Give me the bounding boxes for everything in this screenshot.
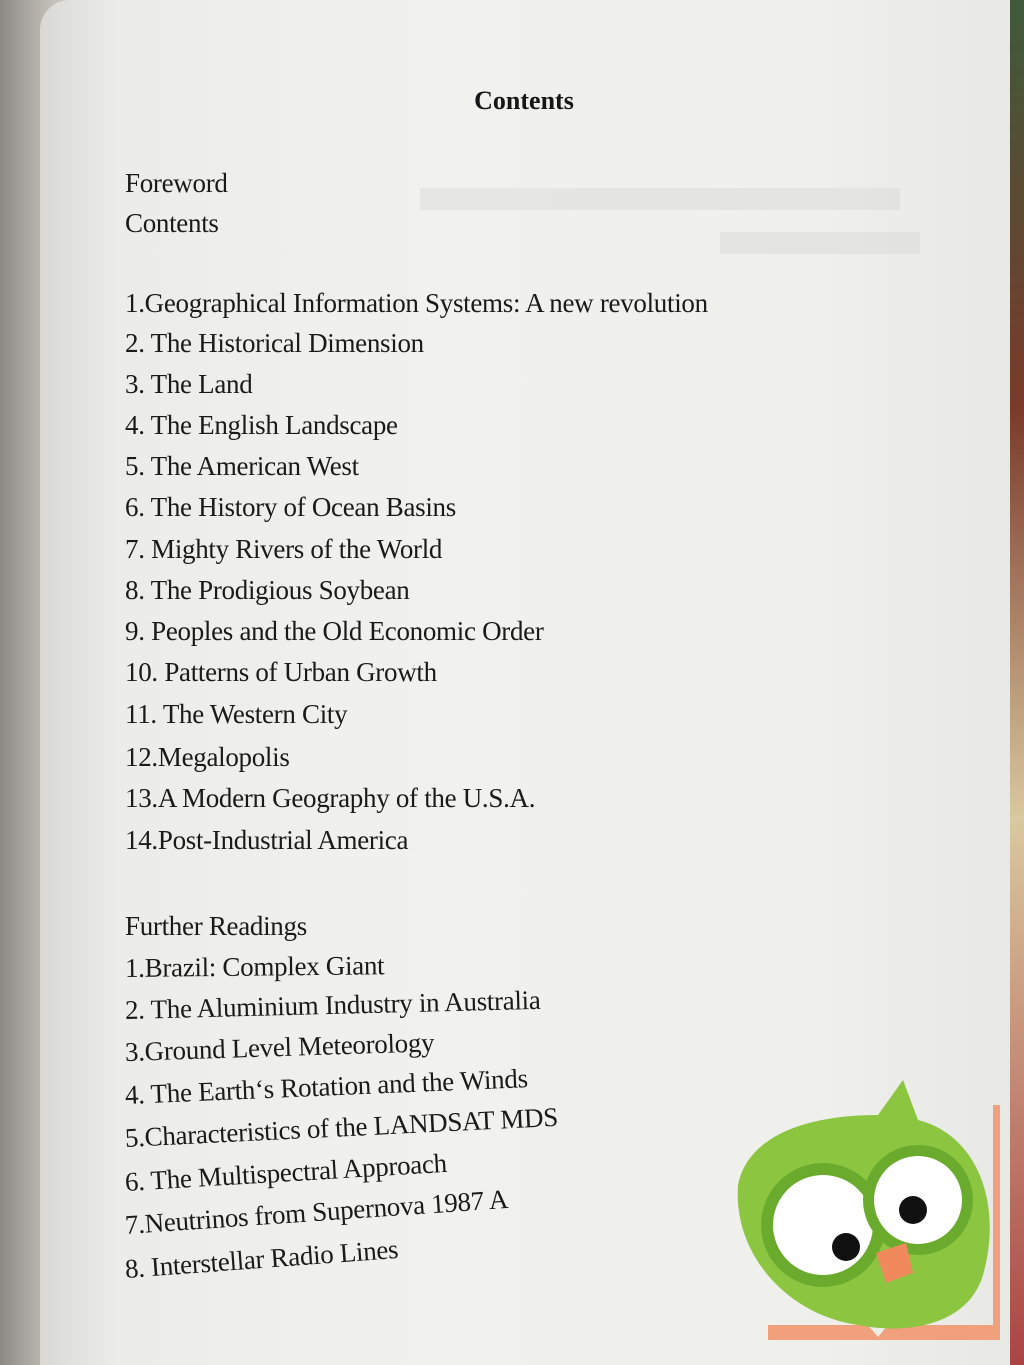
left-eye: [773, 1175, 873, 1275]
reading-item: 8. Interstellar Radio Lines: [123, 1233, 400, 1284]
front-matter-foreword: Foreword: [125, 168, 228, 198]
reading-item: 3.Ground Level Meteorology: [124, 1027, 435, 1067]
page-title: Contents: [474, 86, 574, 115]
left-pupil: [832, 1233, 860, 1261]
chapter-item: 14.Post-Industrial America: [125, 825, 409, 855]
reading-item: 6. The Multispectral Approach: [124, 1147, 448, 1197]
show-through: [720, 232, 920, 254]
chapter-item: 8. The Prodigious Soybean: [125, 575, 410, 605]
chapter-item: 1.Geographical Information Systems: A new revolution: [125, 288, 708, 318]
chapter-item: 10. Patterns of Urban Growth: [125, 657, 437, 687]
chapter-item: 4. The English Landscape: [125, 410, 398, 440]
reading-item: 1.Brazil: Complex Giant: [124, 950, 385, 983]
reading-item: 7.Neutrinos from Supernova 1987 A: [123, 1183, 509, 1240]
chapter-item: 13.A Modern Geography of the U.S.A.: [125, 783, 536, 813]
chapter-item: 7. Mighty Rivers of the World: [125, 534, 443, 564]
chapter-item: 11. The Western City: [125, 699, 348, 729]
further-readings-heading: Further Readings: [125, 911, 307, 941]
right-pupil: [899, 1196, 927, 1224]
chapter-item: 12.Megalopolis: [125, 742, 290, 772]
reading-item: 2. The Aluminium Industry in Australia: [124, 984, 541, 1025]
chapter-item: 2. The Historical Dimension: [125, 328, 424, 358]
chapter-item: 5. The American West: [125, 451, 359, 481]
reading-item: 5.Characteristics of the LANDSAT MDS: [124, 1101, 559, 1153]
owl-icon: [728, 1075, 1018, 1365]
chapter-item: 3. The Land: [125, 369, 253, 399]
chapter-item: 6. The History of Ocean Basins: [125, 492, 456, 522]
front-matter-contents: Contents: [125, 208, 219, 238]
show-through: [420, 188, 900, 210]
chapter-item: 9. Peoples and the Old Economic Order: [125, 616, 544, 646]
reading-item: 4. The Earth‘s Rotation and the Winds: [124, 1063, 529, 1110]
